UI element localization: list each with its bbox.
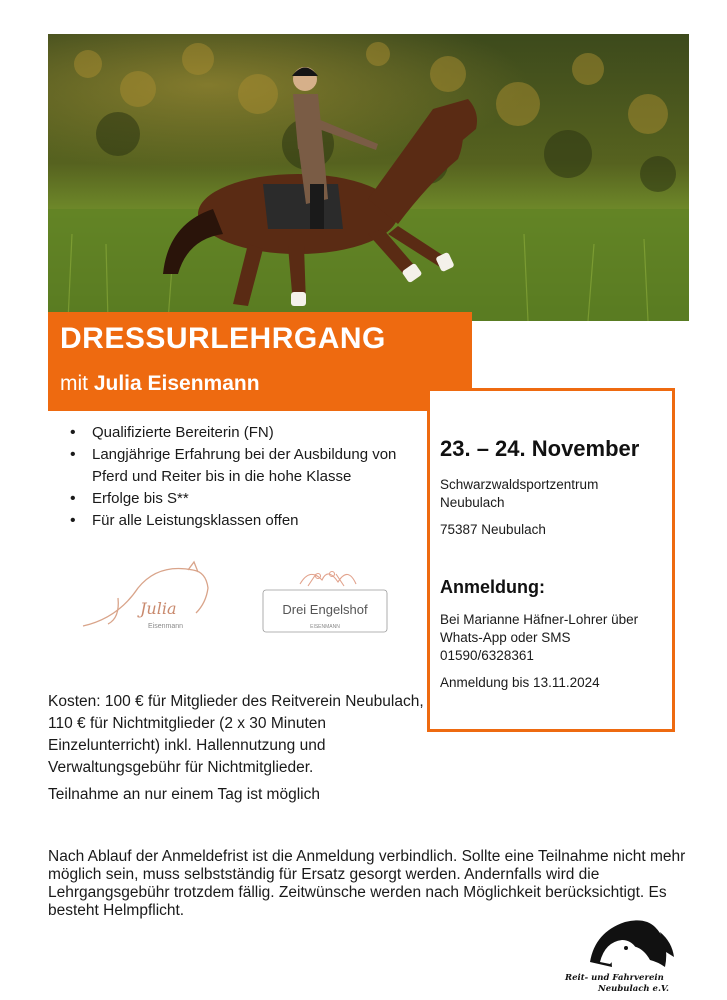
terms-notice: Nach Ablauf der Anmeldefrist ist die Anmeldung verbindlich. Sollte eine Teilnahme nicht mehr möglich sein, muss selbstständig für Ersatz gesorgt werden. Andernfalls wird die Lehrgangsgebühr trotzdem fällig. Zeitwünsche werden nach Möglichkeit berücksichtigt. Es besteht Helmpflicht. (48, 848, 686, 919)
costs-text: Kosten: 100 € für Mitglieder des Reitverein Neubulach, 110 € für Nichtmitglieder (2 x 30 Minuten Einzelunterricht) inkl. Hallennutzung und Verwaltungsgebühr für Nichtmitglieder. (48, 693, 424, 776)
registration-line2: Whats-App oder SMS (440, 630, 571, 645)
venue-line2: Neubulach (440, 495, 505, 510)
course-title: DRESSURLEHRGANG (60, 322, 386, 355)
list-item: • Erfolge bis S** (70, 488, 430, 510)
event-date: 23. – 24. November (440, 436, 640, 461)
engel-logo-name: Drei Engelshof (282, 602, 368, 617)
registration-deadline: Anmeldung bis 13.11.2024 (440, 675, 600, 690)
list-item: • Für alle Leistungsklassen offen (70, 510, 430, 532)
venue-line1: Schwarzwaldsportzentrum (440, 477, 599, 492)
registration-phone: 01590/6328361 (440, 648, 534, 663)
julia-logo-script: Julia (140, 599, 177, 618)
instructor-name: Julia Eisenmann (93, 372, 260, 395)
verein-logo-line1: Reit- und Fahrverein (565, 973, 664, 983)
registration-line1: Bei Marianne Häfner-Lohrer über (440, 612, 639, 627)
engel-logo-sub: EISENMANN (310, 624, 340, 630)
title-banner (48, 312, 472, 411)
course-subtitle (60, 372, 260, 396)
event-info-box (427, 388, 675, 732)
one-day-note: Teilnahme an nur einem Tag ist möglich (48, 786, 320, 803)
reit-fahrverein-logo (560, 912, 680, 994)
drei-engelshof-logo (260, 562, 390, 640)
subtitle-prefix: mit (60, 372, 88, 395)
list-item: • Qualifizierte Bereiterin (FN) (70, 422, 430, 444)
hero-photo-horse-rider (48, 34, 689, 321)
qualification-list (70, 422, 430, 532)
registration-heading: Anmeldung: (440, 577, 545, 597)
list-item: • Langjährige Erfahrung bei der Ausbildung von Pferd und Reiter bis in die hohe Klasse (70, 444, 430, 488)
julia-logo-surname: Eisenmann (148, 623, 184, 630)
venue-postal: 75387 Neubulach (440, 522, 546, 537)
verein-logo-line2: Neubulach e.V. (598, 984, 669, 994)
julia-eisenmann-logo (78, 558, 213, 640)
